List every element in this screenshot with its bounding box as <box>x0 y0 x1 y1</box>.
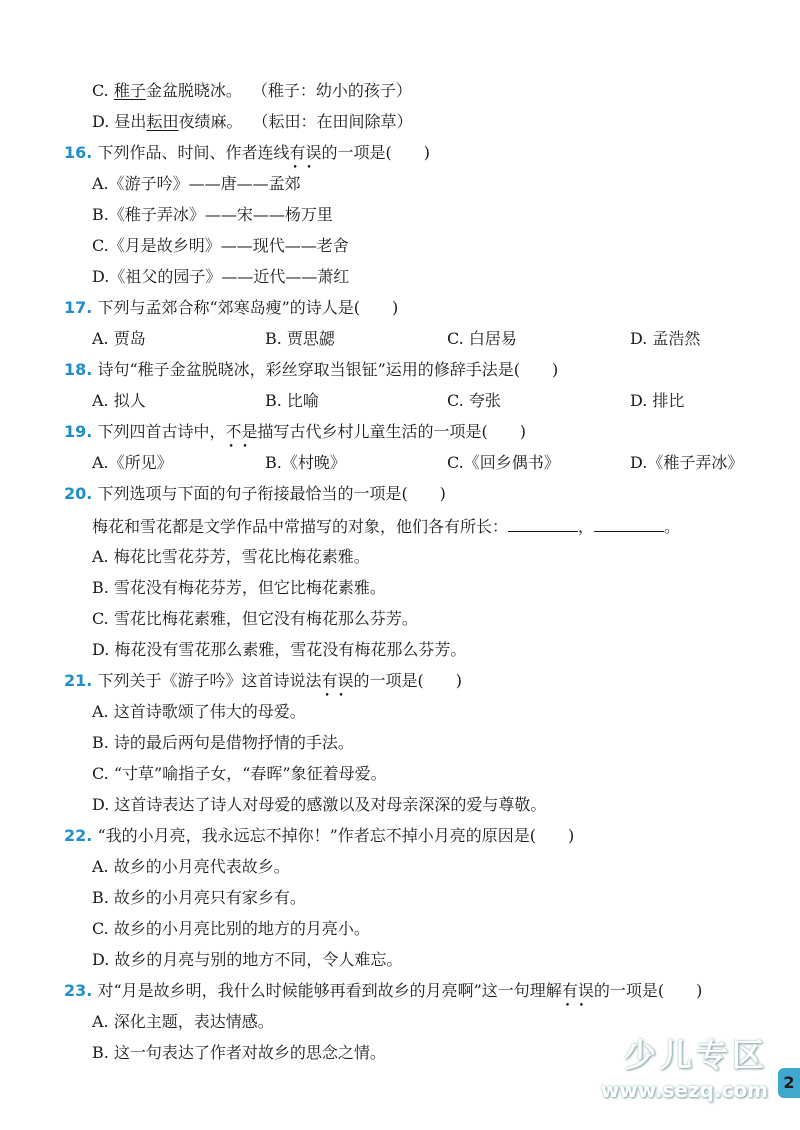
option-text: 金盆脱晓冰。 <box>145 81 242 100</box>
stem-text: 诗句“稚子金盆脱晓冰，彩丝穿取当银钲”运用的修辞手法是( ) <box>97 360 559 379</box>
q18-option-d: D. 排比 <box>630 391 685 410</box>
page-number-tab: 2 <box>778 1068 800 1098</box>
q16-option-d: D.《祖父的园子》——近代——萧红 <box>92 267 350 286</box>
q21-option-d: D. 这首诗表达了诗人对母爱的感激以及对母亲深深的爱与尊敬。 <box>92 795 547 814</box>
q19-option-c: C.《回乡偶书》 <box>447 453 560 472</box>
option-text: 夜绩麻。 <box>178 112 243 131</box>
q17-option-d: D. 孟浩然 <box>630 329 701 348</box>
q18-option-c: C. 夸张 <box>447 391 501 410</box>
question-number: 21. <box>64 671 93 690</box>
q20-passage <box>92 515 680 538</box>
q17-option-c: C. 白居易 <box>447 329 517 348</box>
question-23-stem <box>64 980 702 1002</box>
q21-option-a: A. 这首诗歌颂了伟大的母爱。 <box>92 702 306 721</box>
underlined-word: 稚子 <box>113 81 146 100</box>
q22-option-a: A. 故乡的小月亮代表故乡。 <box>92 857 290 876</box>
carryover-option-d <box>92 111 412 133</box>
carryover-option-c <box>92 80 412 102</box>
q18-option-a: A. 拟人 <box>92 391 146 410</box>
question-18-stem <box>64 359 558 381</box>
q22-option-d: D. 故乡的月亮与别的地方不同，令人难忘。 <box>92 950 403 969</box>
q19-option-a: A.《所见》 <box>92 453 173 472</box>
question-16-stem <box>64 142 430 164</box>
stem-text: “我的小月亮，我永远忘不掉你！”作者忘不掉小月亮的原因是( ) <box>97 826 575 845</box>
question-number: 18. <box>64 360 93 379</box>
q16-option-b: B.《稚子弄冰》——宋——杨万里 <box>92 205 333 224</box>
q19-option-b: B.《村晚》 <box>265 453 346 472</box>
question-number: 19. <box>64 422 93 441</box>
emphasis-dotted-text: 有误 • • <box>289 142 321 164</box>
q22-option-b: B. 故乡的小月亮只有家乡有。 <box>92 888 306 907</box>
q23-option-a: A. 深化主题，表达情感。 <box>92 1012 274 1031</box>
question-17-stem <box>64 297 398 319</box>
question-21-stem <box>64 670 462 692</box>
question-19-stem <box>64 421 526 443</box>
stem-text: 下列选项与下面的句子衔接最恰当的一项是( ) <box>97 484 446 503</box>
question-number: 17. <box>64 298 93 317</box>
answer-blank <box>594 515 664 532</box>
passage-text: 。 <box>664 517 681 536</box>
stem-text: 的一项是( ) <box>353 671 462 690</box>
q20-option-d: D. 梅花没有雪花那么素雅，雪花没有梅花那么芬芳。 <box>92 640 467 659</box>
passage-text: 梅花和雪花都是文学作品中常描写的对象，他们各有所长： <box>92 517 509 536</box>
watermark <box>601 1030 768 1102</box>
q20-option-a: A. 梅花比雪花芬芳，雪花比梅花素雅。 <box>92 547 370 566</box>
stem-text: 的一项是( ) <box>593 981 703 1000</box>
question-number: 22. <box>64 826 93 845</box>
passage-text: ， <box>578 517 595 536</box>
q23-option-b: B. 这一句表达了作者对故乡的思念之情。 <box>92 1043 386 1062</box>
q16-option-a: A.《游子吟》——唐——孟郊 <box>92 174 301 193</box>
q17-option-b: B. 贾思勰 <box>265 329 335 348</box>
q20-option-b: B. 雪花没有梅花芬芳，但它比梅花素雅。 <box>92 578 386 597</box>
stem-text: 下列与孟郊合称“郊寒岛瘦”的诗人是( ) <box>97 298 399 317</box>
question-20-stem <box>64 483 446 505</box>
q16-option-c: C.《月是故乡明》——现代——老舍 <box>92 236 349 255</box>
underlined-word: 耘田 <box>146 112 179 131</box>
emphasis-dotted-text: 不是 • • <box>225 421 257 443</box>
stem-text: 下列作品、时间、作者连线 <box>97 143 290 162</box>
q17-option-a: A. 贾岛 <box>92 329 146 348</box>
q18-option-b: B. 比喻 <box>265 391 319 410</box>
q20-option-c: C. 雪花比梅花素雅，但它没有梅花那么芬芳。 <box>92 609 418 628</box>
watermark-title: 少儿专区 <box>623 1036 768 1074</box>
answer-blank <box>508 515 578 532</box>
annotation-note: （耘田：在田间除草） <box>260 112 413 131</box>
option-label: D. 昼出 <box>92 112 147 131</box>
q21-option-b: B. 诗的最后两句是借物抒情的手法。 <box>92 733 354 752</box>
emphasis-dotted-text: 有误 • • <box>562 980 594 1002</box>
question-number: 16. <box>64 143 93 162</box>
option-label: C. <box>92 81 114 100</box>
question-number: 20. <box>64 484 93 503</box>
annotation-note: （稚子：幼小的孩子） <box>259 81 412 100</box>
stem-text: 下列四首古诗中， <box>97 422 226 441</box>
question-22-stem <box>64 825 574 847</box>
stem-text: 对“月是故乡明，我什么时候能够再看到故乡的月亮啊”这一句理解 <box>97 981 562 1000</box>
q22-option-c: C. 故乡的小月亮比别的地方的月亮小。 <box>92 919 370 938</box>
q21-option-c: C. “寸草”喻指子女，“春晖”象征着母爱。 <box>92 764 387 783</box>
stem-text: 的一项是( ) <box>321 143 430 162</box>
stem-text: 描写古代乡村儿童生活的一项是( ) <box>257 422 526 441</box>
question-number: 23. <box>64 981 93 1000</box>
emphasis-dotted-text: 有误 • • <box>321 670 353 692</box>
stem-text: 下列关于《游子吟》这首诗说法 <box>97 671 322 690</box>
q19-option-d: D.《稚子弄冰》 <box>630 453 744 472</box>
watermark-url: www.sezq.com <box>600 1078 768 1102</box>
